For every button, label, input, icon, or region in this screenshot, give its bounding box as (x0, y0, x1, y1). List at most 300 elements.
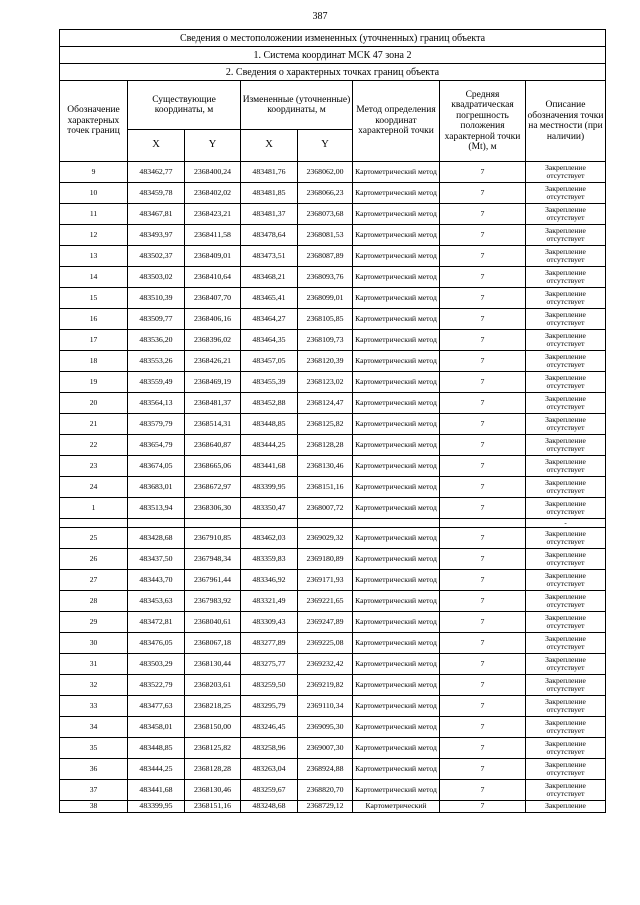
cell-changed-y: 2368128,28 (298, 435, 353, 456)
cell-description: Закрепление отсутствует (526, 330, 606, 351)
cell-existing-y: 2367948,34 (185, 549, 241, 570)
cell-existing-x: 483553,26 (128, 351, 185, 372)
cell-existing-x: 483502,37 (128, 246, 185, 267)
cell-description: Закрепление отсутствует (526, 414, 606, 435)
cell-changed-y: 2368087,89 (298, 246, 353, 267)
cell-accuracy: 7 (440, 738, 526, 759)
cell-existing-y: 2368130,44 (185, 654, 241, 675)
cell-point-number: 19 (60, 372, 128, 393)
cell-existing-x: 483477,63 (128, 696, 185, 717)
cell-changed-x: 483295,79 (241, 696, 298, 717)
cell-changed-y: 2369171,93 (298, 570, 353, 591)
cell-description: Закрепление отсутствует (526, 717, 606, 738)
cell-accuracy: 7 (440, 717, 526, 738)
cell-accuracy: 7 (440, 498, 526, 519)
cell-existing-y: 2368514,31 (185, 414, 241, 435)
cell-changed-x: 483246,45 (241, 717, 298, 738)
cell-method: Картометрический метод (353, 633, 440, 654)
cell-changed-x: 483277,89 (241, 633, 298, 654)
cell-accuracy: 7 (440, 654, 526, 675)
cell-existing-x: 483462,77 (128, 162, 185, 183)
cell-changed-x: 483248,68 (241, 801, 298, 813)
table-row (60, 267, 606, 288)
cell-method: Картометрический метод (353, 162, 440, 183)
cell-existing-y: 2368130,46 (185, 780, 241, 801)
table-row (60, 519, 606, 528)
cell-description: Закрепление отсутствует (526, 183, 606, 204)
table-row (60, 351, 606, 372)
cell-existing-x: 483510,39 (128, 288, 185, 309)
cell-point-number: 11 (60, 204, 128, 225)
cell-changed-x: 483481,76 (241, 162, 298, 183)
cell-existing-x: 483458,01 (128, 717, 185, 738)
cell-point-number: 26 (60, 549, 128, 570)
cell-changed-y: 2368109,73 (298, 330, 353, 351)
cell-existing-x: 483428,68 (128, 528, 185, 549)
cell-changed-y: 2369029,32 (298, 528, 353, 549)
cell-point-number: 9 (60, 162, 128, 183)
cell-existing-y: 2368151,16 (185, 801, 241, 813)
cell-point-number: 29 (60, 612, 128, 633)
table-row (60, 414, 606, 435)
cell-accuracy: 7 (440, 759, 526, 780)
table-row (60, 477, 606, 498)
table-row (60, 696, 606, 717)
table-row (60, 309, 606, 330)
cell-accuracy: 7 (440, 435, 526, 456)
header-point-designation: Обозначение характерных точек границ (60, 81, 128, 162)
cell-existing-y: 2368469,19 (185, 372, 241, 393)
cell-description: Закрепление отсутствует (526, 435, 606, 456)
cell-existing-x: 483579,79 (128, 414, 185, 435)
cell-point-number: 37 (60, 780, 128, 801)
cell-changed-x: 483478,64 (241, 225, 298, 246)
cell-existing-x: 483444,25 (128, 759, 185, 780)
table-row (60, 435, 606, 456)
cell-existing-x: 483453,63 (128, 591, 185, 612)
cell-changed-x: 483359,83 (241, 549, 298, 570)
cell-point-number: 28 (60, 591, 128, 612)
cell-method: Картометрический метод (353, 435, 440, 456)
cell-changed-y: 2369225,08 (298, 633, 353, 654)
cell-existing-y: 2368203,61 (185, 675, 241, 696)
cell-changed-x: 483258,96 (241, 738, 298, 759)
table-row (60, 759, 606, 780)
header-existing-y: Y (185, 130, 241, 162)
cell-point-number: 38 (60, 801, 128, 813)
table-row (60, 780, 606, 801)
cell-changed-y: 2368093,76 (298, 267, 353, 288)
table-row (60, 162, 606, 183)
cell-changed-y: 2369247,89 (298, 612, 353, 633)
cell-existing-y: 2368040,61 (185, 612, 241, 633)
cell-existing-y: 2368426,21 (185, 351, 241, 372)
cell-method: Картометрический метод (353, 351, 440, 372)
table-row (60, 591, 606, 612)
cell-method: Картометрический метод (353, 591, 440, 612)
cell-changed-y: 2369219,82 (298, 675, 353, 696)
cell-point-number: 13 (60, 246, 128, 267)
page-number: 387 (312, 11, 328, 22)
cell-existing-x: 483503,29 (128, 654, 185, 675)
cell-changed-y: 2369180,89 (298, 549, 353, 570)
cell-method: Картометрический метод (353, 654, 440, 675)
cell-accuracy: 7 (440, 612, 526, 633)
cell-existing-y: 2367983,92 (185, 591, 241, 612)
cell-existing-x: 483493,97 (128, 225, 185, 246)
cell-accuracy: 7 (440, 330, 526, 351)
cell-changed-x: 483464,35 (241, 330, 298, 351)
table-row (60, 633, 606, 654)
cell-changed-y: 2368099,01 (298, 288, 353, 309)
cell-changed-y: 2368130,46 (298, 456, 353, 477)
cell-existing-y: 2368150,00 (185, 717, 241, 738)
cell-accuracy: 7 (440, 225, 526, 246)
header-existing-x: X (128, 130, 185, 162)
table-row (60, 204, 606, 225)
cell-existing-y: 2368665,06 (185, 456, 241, 477)
cell-existing-y: 2368411,58 (185, 225, 241, 246)
cell-changed-x: 483441,68 (241, 456, 298, 477)
cell-existing-y: 2368402,02 (185, 183, 241, 204)
cell-method (353, 519, 440, 528)
header-description: Описание обозначения точки на местности (при наличии) (526, 81, 606, 162)
cell-changed-y: 2368123,02 (298, 372, 353, 393)
cell-accuracy: 7 (440, 633, 526, 654)
cell-method: Картометрический метод (353, 528, 440, 549)
header-changed-y: Y (298, 130, 353, 162)
cell-changed-y: 2368820,70 (298, 780, 353, 801)
cell-existing-x: 483654,79 (128, 435, 185, 456)
cell-changed-x: 483346,92 (241, 570, 298, 591)
cell-changed-y: 2368073,68 (298, 204, 353, 225)
cell-method: Картометрический метод (353, 456, 440, 477)
table-row (60, 498, 606, 519)
cell-existing-x: 483522,79 (128, 675, 185, 696)
cell-accuracy: 7 (440, 372, 526, 393)
cell-accuracy: 7 (440, 351, 526, 372)
boundary-points-table (59, 29, 606, 813)
cell-description: Закрепление отсутствует (526, 267, 606, 288)
cell-changed-x: 483321,49 (241, 591, 298, 612)
cell-changed-y: 2368105,85 (298, 309, 353, 330)
cell-changed-x: 483444,25 (241, 435, 298, 456)
cell-method: Картометрический метод (353, 498, 440, 519)
cell-accuracy: 7 (440, 162, 526, 183)
cell-existing-y: 2368218,25 (185, 696, 241, 717)
cell-accuracy (440, 519, 526, 528)
cell-description: Закрепление отсутствует (526, 612, 606, 633)
cell-existing-y: 2367910,85 (185, 528, 241, 549)
cell-existing-y: 2368406,16 (185, 309, 241, 330)
header-existing-coordinates: Существующие координаты, м (128, 81, 241, 130)
cell-description: Закрепление отсутствует (526, 675, 606, 696)
cell-description: Закрепление отсутствует (526, 654, 606, 675)
cell-existing-x: 483513,94 (128, 498, 185, 519)
cell-existing-y: 2368407,70 (185, 288, 241, 309)
cell-changed-x: 483462,03 (241, 528, 298, 549)
cell-method: Картометрический метод (353, 675, 440, 696)
cell-description: Закрепление отсутствует (526, 549, 606, 570)
cell-method: Картометрический метод (353, 477, 440, 498)
cell-description: Закрепление отсутствует (526, 591, 606, 612)
cell-changed-x: 483473,51 (241, 246, 298, 267)
cell-existing-y: 2368400,24 (185, 162, 241, 183)
cell-point-number: 27 (60, 570, 128, 591)
cell-changed-x: 483259,50 (241, 675, 298, 696)
cell-existing-x: 483437,50 (128, 549, 185, 570)
points-section-heading: 2. Сведения о характерных точках границ объекта (60, 64, 606, 81)
cell-existing-x: 483536,20 (128, 330, 185, 351)
cell-method: Картометрический метод (353, 288, 440, 309)
cell-method: Картометрический метод (353, 225, 440, 246)
table-row (60, 549, 606, 570)
cell-changed-x: 483399,95 (241, 477, 298, 498)
cell-changed-y: 2368151,16 (298, 477, 353, 498)
cell-existing-y: 2368481,37 (185, 393, 241, 414)
cell-changed-y: 2368066,23 (298, 183, 353, 204)
table-row (60, 717, 606, 738)
cell-accuracy: 7 (440, 477, 526, 498)
cell-changed-y: 2368729,12 (298, 801, 353, 813)
cell-changed-y (298, 519, 353, 528)
cell-method: Картометрический метод (353, 246, 440, 267)
table-row (60, 246, 606, 267)
cell-description: Закрепление отсутствует (526, 351, 606, 372)
cell-accuracy: 7 (440, 246, 526, 267)
cell-accuracy: 7 (440, 288, 526, 309)
cell-changed-x: 483465,41 (241, 288, 298, 309)
cell-point-number: 35 (60, 738, 128, 759)
table-row (60, 801, 606, 813)
cell-existing-x: 483443,70 (128, 570, 185, 591)
cell-description: Закрепление отсутствует (526, 309, 606, 330)
cell-description: Закрепление отсутствует (526, 633, 606, 654)
cell-point-number: 17 (60, 330, 128, 351)
cell-existing-y: 2368067,18 (185, 633, 241, 654)
cell-point-number: 33 (60, 696, 128, 717)
cell-existing-x (128, 519, 185, 528)
table-row (60, 675, 606, 696)
cell-existing-x: 483564,13 (128, 393, 185, 414)
cell-changed-x: 483481,85 (241, 183, 298, 204)
cell-changed-x: 483468,21 (241, 267, 298, 288)
table-body (60, 162, 606, 813)
table-row (60, 183, 606, 204)
cell-existing-x: 483467,81 (128, 204, 185, 225)
cell-changed-y: 2368062,00 (298, 162, 353, 183)
table-row (60, 393, 606, 414)
cell-method: Картометрический (353, 801, 440, 813)
table-row (60, 288, 606, 309)
cell-accuracy: 7 (440, 309, 526, 330)
cell-point-number: 21 (60, 414, 128, 435)
cell-point-number: 10 (60, 183, 128, 204)
cell-method: Картометрический метод (353, 570, 440, 591)
cell-description: Закрепление отсутствует (526, 759, 606, 780)
cell-changed-y: 2368924,88 (298, 759, 353, 780)
cell-existing-x: 483476,05 (128, 633, 185, 654)
cell-method: Картометрический метод (353, 612, 440, 633)
cell-existing-y (185, 519, 241, 528)
cell-method: Картометрический метод (353, 414, 440, 435)
header-changed-x: X (241, 130, 298, 162)
cell-method: Картометрический метод (353, 267, 440, 288)
cell-accuracy: 7 (440, 549, 526, 570)
cell-changed-y: 2369007,30 (298, 738, 353, 759)
cell-existing-x: 483503,02 (128, 267, 185, 288)
cell-accuracy: 7 (440, 780, 526, 801)
cell-existing-y: 2368410,64 (185, 267, 241, 288)
cell-method: Картометрический метод (353, 549, 440, 570)
table-row (60, 570, 606, 591)
cell-accuracy: 7 (440, 393, 526, 414)
cell-accuracy: 7 (440, 183, 526, 204)
cell-changed-y: 2369095,30 (298, 717, 353, 738)
cell-description: Закрепление отсутствует (526, 498, 606, 519)
cell-description: Закрепление отсутствует (526, 246, 606, 267)
cell-existing-y: 2368125,82 (185, 738, 241, 759)
cell-changed-x: 483263,04 (241, 759, 298, 780)
cell-point-number: 32 (60, 675, 128, 696)
cell-accuracy: 7 (440, 591, 526, 612)
cell-existing-x: 483683,01 (128, 477, 185, 498)
cell-point-number (60, 519, 128, 528)
cell-description: Закрепление отсутствует (526, 696, 606, 717)
cell-accuracy: 7 (440, 414, 526, 435)
cell-point-number: 36 (60, 759, 128, 780)
cell-changed-x: 483481,37 (241, 204, 298, 225)
cell-method: Картометрический метод (353, 204, 440, 225)
cell-existing-x: 483509,77 (128, 309, 185, 330)
cell-method: Картометрический метод (353, 372, 440, 393)
cell-accuracy: 7 (440, 570, 526, 591)
table-row (60, 225, 606, 246)
cell-method: Картометрический метод (353, 759, 440, 780)
header-accuracy: Средняя квадратическая погрешность положения характерной точки (Mt), м (440, 81, 526, 162)
cell-point-number: 15 (60, 288, 128, 309)
cell-existing-y: 2368409,01 (185, 246, 241, 267)
cell-point-number: 24 (60, 477, 128, 498)
cell-description: Закрепление отсутствует (526, 570, 606, 591)
cell-method: Картометрический метод (353, 393, 440, 414)
cell-existing-x: 483559,49 (128, 372, 185, 393)
cell-changed-x: 483452,88 (241, 393, 298, 414)
cell-method: Картометрический метод (353, 738, 440, 759)
cell-point-number: 14 (60, 267, 128, 288)
cell-point-number: 23 (60, 456, 128, 477)
cell-changed-y: 2369110,34 (298, 696, 353, 717)
header-method: Метод определения координат характерной точки (353, 81, 440, 162)
cell-point-number: 30 (60, 633, 128, 654)
cell-method: Картометрический метод (353, 780, 440, 801)
cell-changed-x: 483455,39 (241, 372, 298, 393)
table-row (60, 738, 606, 759)
cell-changed-x: 483309,43 (241, 612, 298, 633)
cell-changed-y: 2368124,47 (298, 393, 353, 414)
cell-point-number: 16 (60, 309, 128, 330)
cell-description: Закрепление отсутствует (526, 204, 606, 225)
table-row (60, 528, 606, 549)
cell-changed-y: 2368125,82 (298, 414, 353, 435)
cell-accuracy: 7 (440, 204, 526, 225)
cell-description: Закрепление отсутствует (526, 288, 606, 309)
cell-description: Закрепление отсутствует (526, 372, 606, 393)
cell-changed-x: 483464,27 (241, 309, 298, 330)
cell-method: Картометрический метод (353, 717, 440, 738)
cell-point-number: 34 (60, 717, 128, 738)
cell-changed-y: 2368120,39 (298, 351, 353, 372)
cell-description: - (526, 519, 606, 528)
cell-accuracy: 7 (440, 696, 526, 717)
cell-existing-x: 483459,78 (128, 183, 185, 204)
table-row (60, 372, 606, 393)
cell-description: Закрепление отсутствует (526, 738, 606, 759)
cell-changed-x (241, 519, 298, 528)
cell-description: Закрепление (526, 801, 606, 813)
cell-point-number: 22 (60, 435, 128, 456)
cell-description: Закрепление отсутствует (526, 456, 606, 477)
cell-existing-y: 2368306,30 (185, 498, 241, 519)
table-row (60, 654, 606, 675)
cell-existing-y: 2368640,87 (185, 435, 241, 456)
cell-method: Картометрический метод (353, 696, 440, 717)
cell-changed-x: 483448,85 (241, 414, 298, 435)
cell-description: Закрепление отсутствует (526, 780, 606, 801)
cell-description: Закрепление отсутствует (526, 393, 606, 414)
cell-point-number: 1 (60, 498, 128, 519)
cell-point-number: 31 (60, 654, 128, 675)
cell-existing-y: 2368423,21 (185, 204, 241, 225)
coordinate-system-heading: 1. Система координат МСК 47 зона 2 (60, 47, 606, 64)
cell-accuracy: 7 (440, 528, 526, 549)
table-title: Сведения о местоположении измененных (уточненных) границ объекта (60, 30, 606, 47)
cell-changed-x: 483350,47 (241, 498, 298, 519)
cell-existing-x: 483674,05 (128, 456, 185, 477)
cell-existing-y: 2368128,28 (185, 759, 241, 780)
cell-point-number: 12 (60, 225, 128, 246)
cell-point-number: 20 (60, 393, 128, 414)
cell-accuracy: 7 (440, 267, 526, 288)
cell-existing-y: 2368672,97 (185, 477, 241, 498)
cell-point-number: 18 (60, 351, 128, 372)
cell-existing-y: 2367961,44 (185, 570, 241, 591)
cell-method: Картометрический метод (353, 183, 440, 204)
header-changed-coordinates: Измененные (уточненные) координаты, м (241, 81, 353, 130)
cell-accuracy: 7 (440, 801, 526, 813)
cell-existing-x: 483472,81 (128, 612, 185, 633)
table-row (60, 612, 606, 633)
table-row (60, 456, 606, 477)
cell-accuracy: 7 (440, 456, 526, 477)
cell-method: Картометрический метод (353, 309, 440, 330)
cell-changed-x: 483259,67 (241, 780, 298, 801)
cell-changed-y: 2368007,72 (298, 498, 353, 519)
cell-description: Закрепление отсутствует (526, 162, 606, 183)
cell-existing-y: 2368396,02 (185, 330, 241, 351)
cell-description: Закрепление отсутствует (526, 528, 606, 549)
cell-existing-x: 483448,85 (128, 738, 185, 759)
cell-accuracy: 7 (440, 675, 526, 696)
cell-changed-y: 2369232,42 (298, 654, 353, 675)
cell-existing-x: 483441,68 (128, 780, 185, 801)
cell-description: Закрепление отсутствует (526, 225, 606, 246)
cell-existing-x: 483399,95 (128, 801, 185, 813)
cell-changed-x: 483275,77 (241, 654, 298, 675)
cell-changed-y: 2369221,65 (298, 591, 353, 612)
table-row (60, 330, 606, 351)
cell-description: Закрепление отсутствует (526, 477, 606, 498)
